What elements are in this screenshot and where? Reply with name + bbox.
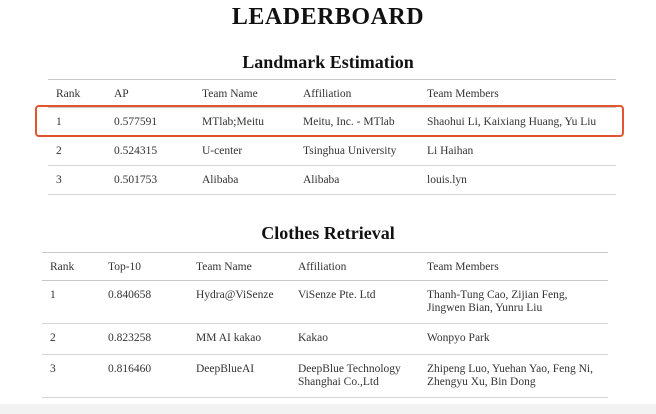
clothes-section-title: Clothes Retrieval [261, 223, 395, 243]
column-header-rank: Rank [42, 253, 108, 281]
table-row [42, 355, 608, 398]
team-members-cell: Zhipeng Luo, Yuehan Yao, Feng Ni, Zhengyu Xu, Bin Dong [427, 355, 608, 398]
rank-cell: 2 [42, 324, 108, 355]
page-title: LEADERBOARD [231, 4, 425, 30]
column-header-rank: Rank [48, 80, 114, 108]
column-header-affiliation: Affiliation [303, 80, 427, 108]
rank-cell: 2 [48, 137, 114, 166]
landmark-leaderboard-table [48, 79, 616, 195]
affiliation-cell: Tsinghua University [303, 137, 427, 166]
affiliation-cell: ViSenze Pte. Ltd [298, 281, 427, 324]
team-members-cell: Wonpyo Park [427, 324, 608, 355]
ap-cell: 0.577591 [114, 108, 202, 137]
column-header-top-10: Top-10 [108, 253, 196, 281]
rank-cell: 1 [42, 281, 108, 324]
affiliation-cell: Kakao [298, 324, 427, 355]
column-header-team-members: Team Members [427, 80, 616, 108]
table-row [42, 281, 608, 324]
team-name-cell: U-center [202, 137, 303, 166]
table-header-row [48, 80, 616, 108]
rank-cell: 3 [48, 166, 114, 195]
table-row [48, 108, 616, 137]
affiliation-cell: DeepBlue Technology Shanghai Co.,Ltd [298, 355, 427, 398]
table-row [42, 324, 608, 355]
table-row [48, 166, 616, 195]
column-header-affiliation: Affiliation [298, 253, 427, 281]
clothes-leaderboard-table [42, 252, 608, 398]
team-name-cell: Hydra@ViSenze [196, 281, 298, 324]
team-members-cell: Li Haihan [427, 137, 616, 166]
ap-cell: 0.501753 [114, 166, 202, 195]
column-header-team-name: Team Name [202, 80, 303, 108]
table-row [48, 137, 616, 166]
landmark-section-title: Landmark Estimation [242, 52, 414, 72]
ap-cell: 0.524315 [114, 137, 202, 166]
page-bottom-strip [0, 404, 656, 414]
top-10-cell: 0.823258 [108, 324, 196, 355]
column-header-ap: AP [114, 80, 202, 108]
team-members-cell: Thanh-Tung Cao, Zijian Feng, Jingwen Bian, Yunru Liu [427, 281, 608, 324]
rank-cell: 1 [48, 108, 114, 137]
team-name-cell: DeepBlueAI [196, 355, 298, 398]
column-header-team-name: Team Name [196, 253, 298, 281]
column-header-team-members: Team Members [427, 253, 608, 281]
team-name-cell: Alibaba [202, 166, 303, 195]
team-members-cell: louis.lyn [427, 166, 616, 195]
rank-cell: 3 [42, 355, 108, 398]
affiliation-cell: Meitu, Inc. - MTlab [303, 108, 427, 137]
team-name-cell: MM AI kakao [196, 324, 298, 355]
top-10-cell: 0.816460 [108, 355, 196, 398]
table-header-row [42, 253, 608, 281]
team-name-cell: MTlab;Meitu [202, 108, 303, 137]
team-members-cell: Shaohui Li, Kaixiang Huang, Yu Liu [427, 108, 616, 137]
top-10-cell: 0.840658 [108, 281, 196, 324]
affiliation-cell: Alibaba [303, 166, 427, 195]
